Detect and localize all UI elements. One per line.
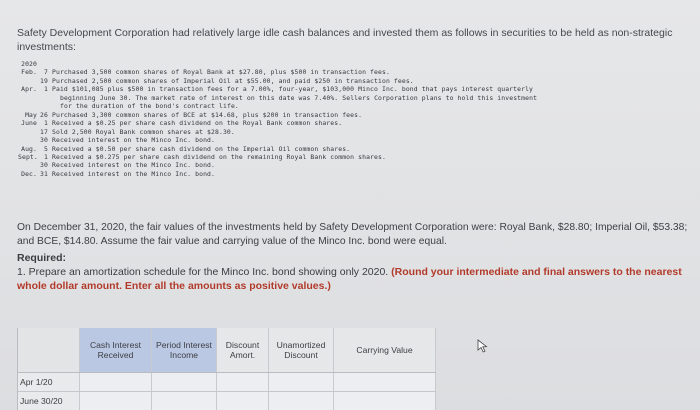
ledger-entry bbox=[18, 128, 688, 136]
col-header-carrying-value: Carrying Value bbox=[334, 328, 436, 372]
ledger-text: Received a $0.50 per share cash dividend on the Imperial Oil common shares. bbox=[52, 144, 351, 153]
ledger-day: 17 bbox=[40, 127, 48, 136]
ledger-month bbox=[18, 94, 40, 102]
amortization-schedule-table bbox=[17, 328, 435, 410]
ledger-entry bbox=[18, 119, 688, 127]
ledger-text: Paid $101,085 plus $500 in transaction fees for a 7.00%, four-year, $103,000 Minco Inc. bond that pays interest quarterly bbox=[52, 85, 534, 94]
ledger-month bbox=[18, 161, 40, 169]
ledger-day: 7 bbox=[44, 68, 48, 77]
ledger-text: for the duration of the bond's contract life. bbox=[60, 102, 239, 111]
ledger-entry bbox=[18, 161, 688, 169]
table-row bbox=[18, 392, 436, 410]
table-row bbox=[18, 373, 436, 392]
ledger-day bbox=[40, 102, 52, 110]
row-label: June 30/20 bbox=[18, 392, 80, 410]
ledger-text: Sold 2,500 Royal Bank common shares at $28.30. bbox=[52, 127, 235, 136]
ledger-month: Dec. bbox=[21, 169, 37, 178]
ledger-text: Purchased 3,300 common shares of BCE at $14.68, plus $200 in transaction fees. bbox=[52, 110, 363, 119]
col-header-discount-amort: Discount Amort. bbox=[217, 328, 269, 372]
ledger-month: Feb. bbox=[21, 68, 37, 77]
mouse-pointer-icon bbox=[477, 339, 489, 353]
unamortized-discount-input[interactable] bbox=[269, 392, 334, 410]
ledger-month: May bbox=[25, 110, 37, 119]
ledger-text: beginning June 30. The market rate of interest on this date was 7.40%. Sellers Corporation plans to hold this investment bbox=[60, 93, 538, 102]
ledger-entry bbox=[18, 102, 688, 110]
ledger-rows bbox=[18, 68, 688, 178]
ledger-day: 19 bbox=[40, 76, 48, 85]
ledger-entry bbox=[18, 153, 688, 161]
discount-amort-input[interactable] bbox=[217, 392, 269, 410]
ledger-month: Aug. bbox=[21, 144, 37, 153]
instruction-emphasis: (Round your intermediate and final answers to the nearest whole dollar amount. Enter all the amounts as positive values.) bbox=[17, 266, 682, 292]
ledger-year-row bbox=[18, 60, 688, 68]
required-heading: Required: bbox=[17, 252, 67, 264]
ledger-entry bbox=[18, 136, 688, 144]
ledger-day bbox=[40, 94, 52, 102]
ledger-entry bbox=[18, 85, 688, 93]
ledger-text: Received interest on the Minco Inc. bond. bbox=[52, 136, 215, 145]
ledger-entry bbox=[18, 145, 688, 153]
ledger-entry bbox=[18, 94, 688, 102]
ledger-day: 30 bbox=[40, 161, 48, 170]
ledger-day: 31 bbox=[40, 169, 48, 178]
fair-value-note: On December 31, 2020, the fair values of the investments held by Safety Development Corporation were: Royal Bank, $28.80; Imperial Oil, $53.38; and BCE, $14.80. Assume the fair value and carrying value of the Minco Inc. bond were equal. bbox=[17, 222, 688, 247]
ledger-day: 1 bbox=[44, 152, 48, 161]
ledger-text: Received interest on the Minco Inc. bond. bbox=[52, 161, 215, 170]
ledger-day: 26 bbox=[40, 110, 48, 119]
ledger-month bbox=[18, 128, 40, 136]
cash-interest-input[interactable] bbox=[80, 373, 152, 391]
ledger-entry bbox=[18, 170, 688, 178]
ledger-text: Purchased 3,500 common shares of Royal Bank at $27.80, plus $500 in transaction fees. bbox=[52, 68, 390, 77]
ledger-entry bbox=[18, 68, 688, 76]
ledger-month bbox=[18, 77, 40, 85]
ledger-month bbox=[18, 102, 40, 110]
col-header-cash-interest: Cash Interest Received bbox=[80, 328, 152, 372]
cash-interest-input[interactable] bbox=[80, 392, 152, 410]
ledger-month: Sept. bbox=[18, 152, 38, 161]
ledger-month: Apr. bbox=[21, 85, 37, 94]
carrying-value-input[interactable] bbox=[334, 373, 436, 391]
required-instruction bbox=[17, 266, 697, 293]
ledger-text: Received a $0.275 per share cash dividend on the remaining Royal Bank common shares. bbox=[52, 152, 386, 161]
ledger-day: 30 bbox=[40, 136, 48, 145]
row-label-header bbox=[18, 328, 80, 372]
col-header-unamortized-discount: Unamortized Discount bbox=[269, 328, 334, 372]
period-interest-input[interactable] bbox=[152, 392, 217, 410]
carrying-value-input[interactable] bbox=[334, 392, 436, 410]
ledger-text: Received interest on the Minco Inc. bond. bbox=[52, 169, 215, 178]
ledger-entry bbox=[18, 111, 688, 119]
unamortized-discount-input[interactable] bbox=[269, 373, 334, 391]
transaction-ledger bbox=[18, 60, 688, 178]
ledger-text: Received a $0.25 per share cash dividend on the Royal Bank common shares. bbox=[52, 119, 343, 128]
ledger-text: Purchased 2,500 common shares of Imperial Oil at $55.00, and paid $250 in transaction fees. bbox=[52, 76, 414, 85]
ledger-day: 1 bbox=[44, 119, 48, 128]
instruction-text: 1. Prepare an amortization schedule for the Minco Inc. bond showing only 2020. bbox=[17, 266, 389, 278]
problem-intro: Safety Development Corporation had relatively large idle cash balances and invested them as follows in securities to be held as non-strategic investments: bbox=[17, 27, 673, 53]
row-label: Apr 1/20 bbox=[18, 373, 80, 391]
ledger-month bbox=[18, 136, 40, 144]
ledger-day: 5 bbox=[44, 144, 48, 153]
period-interest-input[interactable] bbox=[152, 373, 217, 391]
discount-amort-input[interactable] bbox=[217, 373, 269, 391]
ledger-month: June bbox=[21, 119, 37, 128]
col-header-period-interest: Period Interest Income bbox=[152, 328, 217, 372]
ledger-year: 2020 bbox=[21, 60, 37, 68]
ledger-entry bbox=[18, 77, 688, 85]
ledger-day: 1 bbox=[44, 85, 48, 94]
